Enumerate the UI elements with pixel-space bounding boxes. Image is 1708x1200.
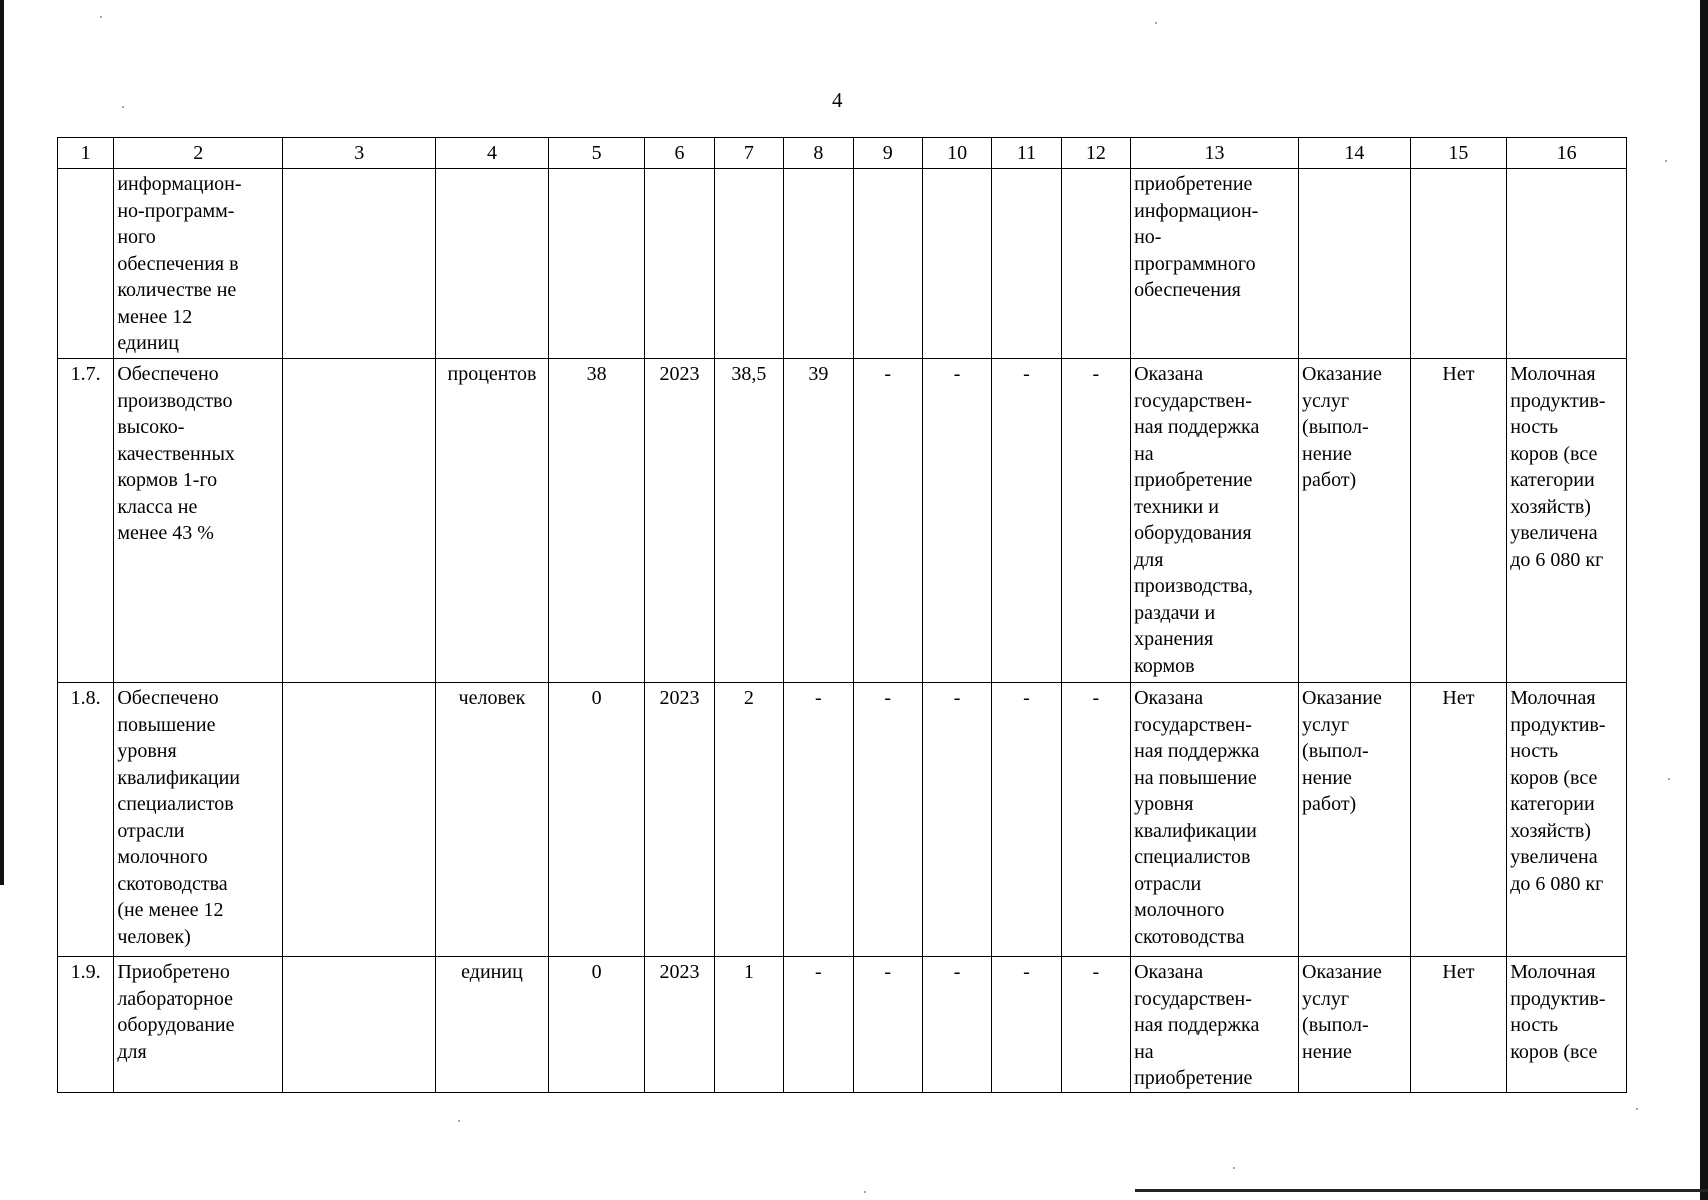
cell-col3	[283, 683, 436, 957]
value-cell: -	[1061, 957, 1130, 1093]
flag-cell	[1410, 169, 1507, 359]
flag-cell: Нет	[1410, 957, 1507, 1093]
column-header: 1	[58, 138, 114, 169]
value-cell	[853, 169, 922, 359]
table-row	[58, 359, 1627, 683]
measure-type: Оказание услуг (выпол- нение работ)	[1299, 683, 1411, 957]
cell-col3	[283, 169, 436, 359]
column-header: 8	[784, 138, 853, 169]
value-cell	[714, 169, 783, 359]
column-header: 10	[922, 138, 991, 169]
page-number: 4	[832, 88, 843, 112]
scan-border-left	[0, 0, 4, 885]
value-cell: -	[853, 957, 922, 1093]
scan-speck	[864, 1191, 866, 1193]
column-header: 3	[283, 138, 436, 169]
column-header: 6	[645, 138, 714, 169]
value-cell: 38,5	[714, 359, 783, 683]
row-number: 1.7.	[58, 359, 114, 683]
column-header: 15	[1410, 138, 1507, 169]
scan-speck	[1636, 1108, 1638, 1110]
indicator-name: информацион- но-программ- ного обеспечения в количестве не менее 12 единиц	[114, 169, 283, 359]
value-cell: -	[992, 957, 1061, 1093]
value-cell	[548, 169, 645, 359]
value-cell: 1	[714, 957, 783, 1093]
unit-cell	[436, 169, 549, 359]
measure-description: приобретение информацион- но- программного обеспечения	[1131, 169, 1299, 359]
linked-indicator: Молочная продуктив- ность коров (все категории хозяйств) увеличена до 6 080 кг	[1507, 359, 1627, 683]
cell-col3	[283, 359, 436, 683]
scan-speck	[1665, 160, 1667, 162]
value-cell: 0	[548, 957, 645, 1093]
scan-speck	[1155, 22, 1157, 24]
value-cell: -	[992, 359, 1061, 683]
table-row	[58, 169, 1627, 359]
indicator-name: Обеспечено повышение уровня квалификации специалистов отрасли молочного скотоводства (не менее 12 человек)	[114, 683, 283, 957]
value-cell	[784, 169, 853, 359]
value-cell: -	[1061, 683, 1130, 957]
scan-speck	[100, 16, 102, 18]
year-cell: 2023	[645, 957, 714, 1093]
table-row	[58, 683, 1627, 957]
column-header: 13	[1131, 138, 1299, 169]
scan-speck	[458, 1120, 460, 1122]
row-number: 1.9.	[58, 957, 114, 1093]
value-cell: 0	[548, 683, 645, 957]
measure-type: Оказание услуг (выпол- нение работ)	[1299, 359, 1411, 683]
column-header: 7	[714, 138, 783, 169]
scan-border-bottom	[1135, 1189, 1708, 1192]
value-cell: -	[922, 683, 991, 957]
value-cell: -	[992, 683, 1061, 957]
column-header: 11	[992, 138, 1061, 169]
value-cell: 38	[548, 359, 645, 683]
linked-indicator: Молочная продуктив- ность коров (все	[1507, 957, 1627, 1093]
indicator-name: Приобретено лабораторное оборудование для	[114, 957, 283, 1093]
measure-type	[1299, 169, 1411, 359]
value-cell: -	[853, 683, 922, 957]
value-cell: -	[784, 683, 853, 957]
flag-cell: Нет	[1410, 683, 1507, 957]
linked-indicator	[1507, 169, 1627, 359]
column-header: 4	[436, 138, 549, 169]
value-cell: 2	[714, 683, 783, 957]
cell-col3	[283, 957, 436, 1093]
linked-indicator: Молочная продуктив- ность коров (все категории хозяйств) увеличена до 6 080 кг	[1507, 683, 1627, 957]
unit-cell: процентов	[436, 359, 549, 683]
measure-description: Оказана государствен- ная поддержка на повышение уровня квалификации специалистов отрасли молочного скотоводства	[1131, 683, 1299, 957]
value-cell: -	[853, 359, 922, 683]
row-number	[58, 169, 114, 359]
column-header: 2	[114, 138, 283, 169]
unit-cell: единиц	[436, 957, 549, 1093]
program-indicators-table	[57, 137, 1627, 1093]
value-cell	[922, 169, 991, 359]
year-cell: 2023	[645, 359, 714, 683]
column-header: 16	[1507, 138, 1627, 169]
scan-speck	[1233, 1167, 1235, 1169]
scan-speck	[1668, 778, 1670, 780]
column-header: 12	[1061, 138, 1130, 169]
flag-cell: Нет	[1410, 359, 1507, 683]
value-cell	[1061, 169, 1130, 359]
year-cell: 2023	[645, 683, 714, 957]
value-cell: -	[922, 359, 991, 683]
year-cell	[645, 169, 714, 359]
measure-description: Оказана государствен- ная поддержка на приобретение техники и оборудования для производства, раздачи и хранения кормов	[1131, 359, 1299, 683]
column-number-header-row	[58, 138, 1627, 169]
value-cell: -	[1061, 359, 1130, 683]
scan-border-right	[1700, 0, 1708, 1200]
column-header: 14	[1299, 138, 1411, 169]
table-row	[58, 957, 1627, 1093]
row-number: 1.8.	[58, 683, 114, 957]
measure-type: Оказание услуг (выпол- нение	[1299, 957, 1411, 1093]
value-cell: 39	[784, 359, 853, 683]
value-cell: -	[922, 957, 991, 1093]
value-cell: -	[784, 957, 853, 1093]
indicator-name: Обеспечено производство высоко- качественных кормов 1-го класса не менее 43 %	[114, 359, 283, 683]
column-header: 5	[548, 138, 645, 169]
scan-speck	[122, 106, 124, 108]
column-header: 9	[853, 138, 922, 169]
value-cell	[992, 169, 1061, 359]
measure-description: Оказана государствен- ная поддержка на приобретение	[1131, 957, 1299, 1093]
unit-cell: человек	[436, 683, 549, 957]
